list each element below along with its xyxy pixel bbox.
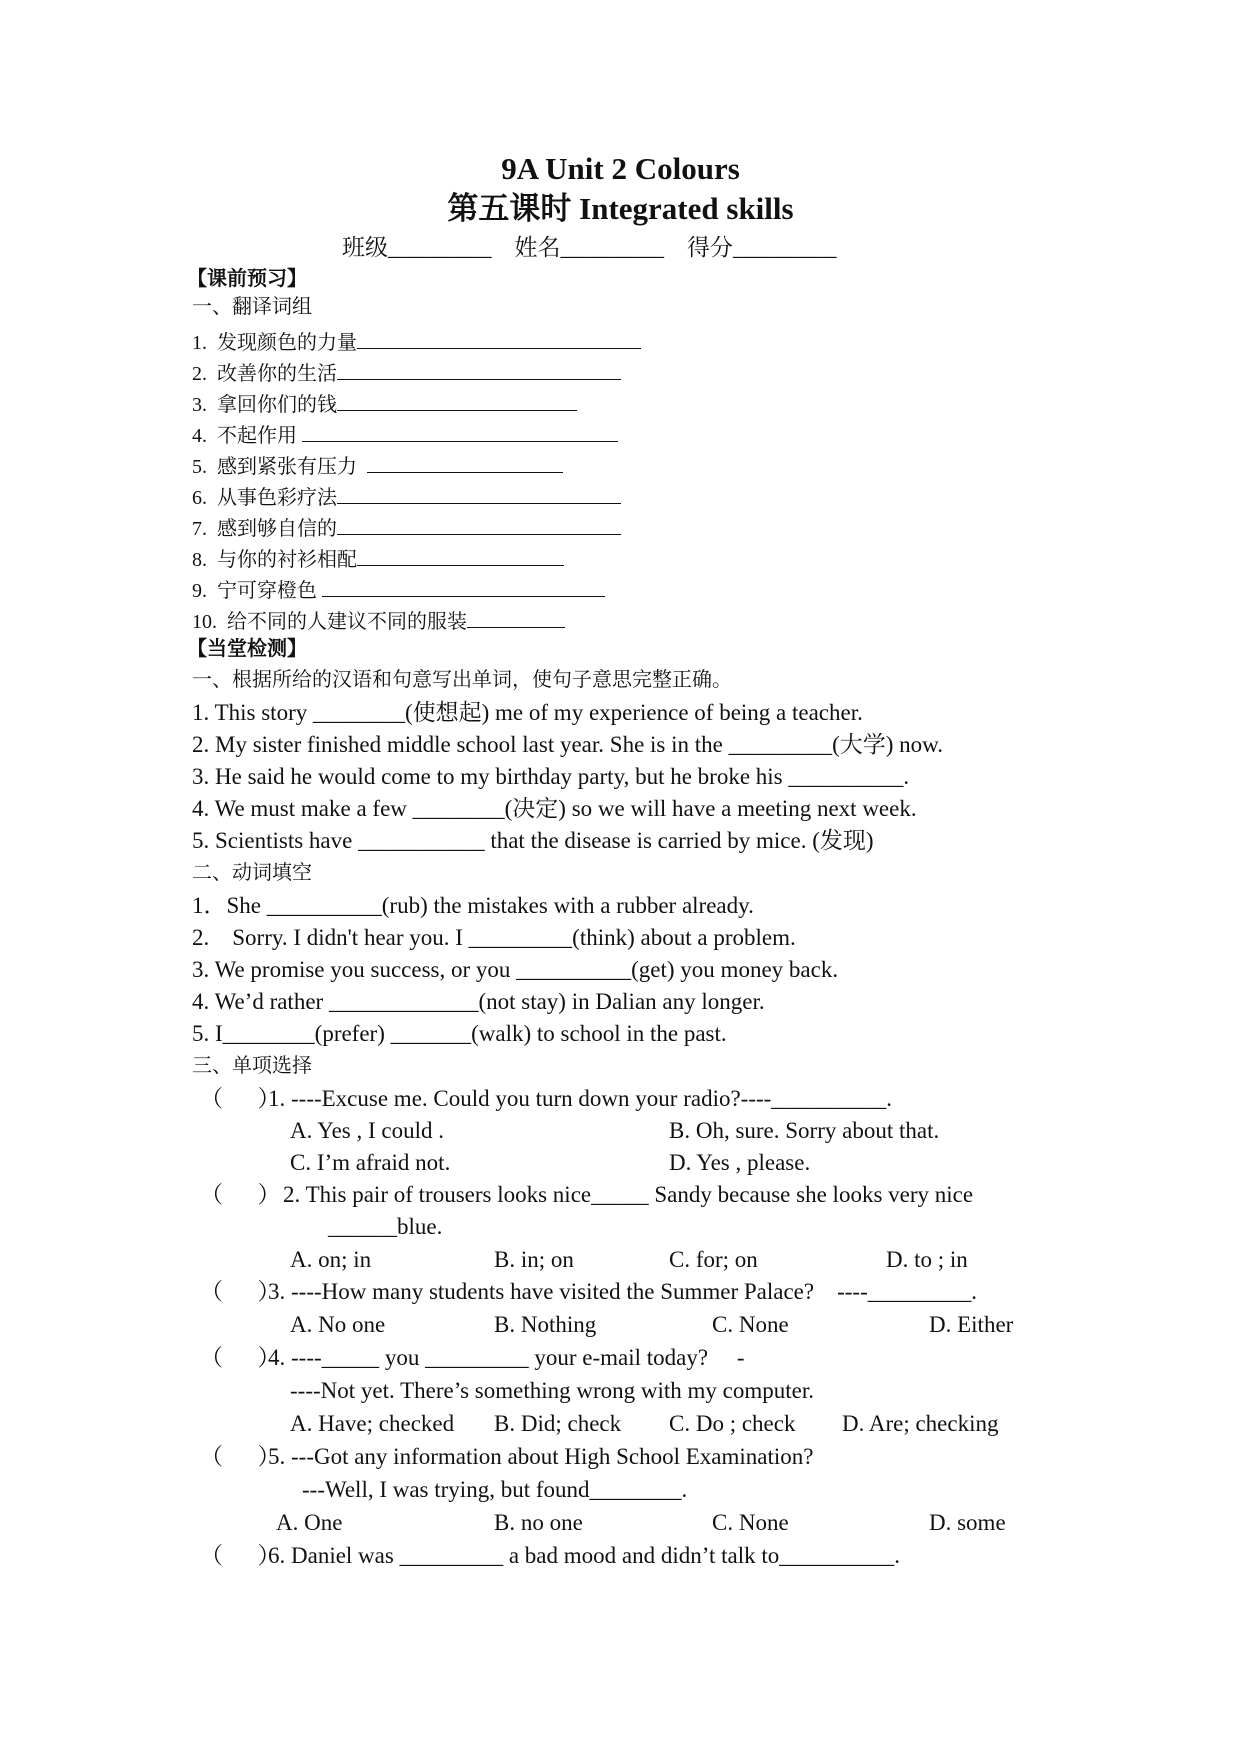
part1-question: 5. Scientists have ___________ that the disease is carried by mice. (发现): [192, 828, 874, 853]
part3-heading: 三、单项选择: [192, 1055, 312, 1077]
answer-blank[interactable]: [337, 390, 577, 411]
mc-question-6: （ ）6. Daniel was _________ a bad mood and didn’t talk to__________.: [200, 1543, 900, 1568]
answer-parentheses[interactable]: （ ）: [200, 1279, 281, 1304]
mc-question-5: （ ）5. ---Got any information about High School Examination?: [200, 1444, 814, 1469]
mc-question-2-cont: ______blue.: [328, 1214, 443, 1239]
mc-question-1: （ ）1. ----Excuse me. Could you turn down your radio?----__________.: [200, 1086, 893, 1111]
mc-question-5-cont: ---Well, I was trying, but found________.: [302, 1477, 688, 1502]
answer-blank[interactable]: [337, 359, 621, 380]
phrase-item: 9. 宁可穿橙色: [192, 576, 605, 601]
phrase-item: 7. 感到够自信的: [192, 514, 621, 539]
option-a: A. on; in: [290, 1247, 372, 1272]
phrase-item: 6. 从事色彩疗法: [192, 483, 621, 508]
part2-question: 2. Sorry. I didn't hear you. I _________(think) about a problem.: [192, 925, 796, 950]
student-info-line: 班级_________ 姓名_________ 得分_________: [342, 235, 837, 260]
answer-blank[interactable]: [467, 607, 565, 628]
option-b: B. in; on: [494, 1247, 574, 1272]
part1-question: 1. This story ________(使想起) me of my experience of being a teacher.: [192, 700, 863, 725]
answer-blank[interactable]: [367, 452, 563, 473]
mc-question-4-cont: ----Not yet. There’s something wrong with my computer.: [290, 1378, 815, 1403]
part2-heading: 二、动词填空: [192, 862, 312, 884]
section-check-heading: 【当堂检测】: [187, 638, 307, 660]
option-b: B. Did; check: [494, 1411, 622, 1436]
phrase-item: 8. 与你的衬衫相配: [192, 545, 564, 570]
part2-question: 5. I________(prefer) _______(walk) to school in the past.: [192, 1021, 727, 1046]
answer-blank[interactable]: [302, 421, 618, 442]
part2-question: 3. We promise you success, or you __________(get) you money back.: [192, 957, 839, 982]
option-a: A. Yes , I could .: [290, 1118, 444, 1143]
answer-parentheses[interactable]: （ ）: [200, 1543, 281, 1568]
option-c: C. for; on: [669, 1247, 758, 1272]
phrase-item: 5. 感到紧张有压力: [192, 452, 563, 477]
section-preview-heading: 【课前预习】: [187, 268, 307, 290]
part-translate-heading: 一、翻译词组: [192, 296, 312, 318]
mc-question-2: （ ） 2. This pair of trousers looks nice_____ Sandy because she looks very nice: [200, 1182, 974, 1207]
phrase-item: 2. 改善你的生活: [192, 359, 621, 384]
option-b: B. no one: [494, 1510, 583, 1535]
part1-question: 4. We must make a few ________(决定) so we will have a meeting next week.: [192, 796, 917, 821]
option-a: A. No one: [290, 1312, 386, 1337]
option-b: B. Oh, sure. Sorry about that.: [669, 1118, 940, 1143]
option-a: A. One: [276, 1510, 343, 1535]
part2-question: 1．She __________(rub) the mistakes with a rubber already.: [192, 893, 754, 918]
phrase-item: 10. 给不同的人建议不同的服装: [192, 607, 565, 632]
answer-parentheses[interactable]: （ ）: [200, 1444, 281, 1469]
option-c: C. I’m afraid not.: [290, 1150, 451, 1175]
option-c: C. None: [712, 1510, 789, 1535]
answer-blank[interactable]: [357, 328, 641, 349]
part1-question: 2. My sister finished middle school last year. She is in the _________(大学) now.: [192, 732, 944, 757]
answer-blank[interactable]: [322, 576, 605, 597]
mc-question-3: （ ）3. ----How many students have visited the Summer Palace? ----_________.: [200, 1279, 977, 1304]
phrase-item: 1. 发现颜色的力量: [192, 328, 641, 353]
answer-parentheses[interactable]: （ ）: [200, 1086, 281, 1111]
option-b: B. Nothing: [494, 1312, 597, 1337]
part2-question: 4. We’d rather _____________(not stay) in Dalian any longer.: [192, 989, 765, 1014]
option-d: D. Yes , please.: [669, 1150, 811, 1175]
mc-question-4: （ ）4. ----_____ you _________ your e-mail today? -: [200, 1345, 745, 1370]
option-d: D. Either: [929, 1312, 1014, 1337]
option-a: A. Have; checked: [290, 1411, 455, 1436]
part1-question: 3. He said he would come to my birthday party, but he broke his __________.: [192, 764, 910, 789]
option-c: C. Do ; check: [669, 1411, 796, 1436]
phrase-item: 3. 拿回你们的钱: [192, 390, 577, 415]
part1-heading: 一、根据所给的汉语和句意写出单词，使句子意思完整正确。: [192, 669, 732, 691]
answer-blank[interactable]: [337, 483, 621, 504]
option-d: D. to ; in: [886, 1247, 968, 1272]
option-d: D. some: [929, 1510, 1006, 1535]
option-d: D. Are; checking: [842, 1411, 999, 1436]
phrase-item: 4. 不起作用: [192, 421, 618, 446]
answer-blank[interactable]: [357, 545, 564, 566]
answer-blank[interactable]: [337, 514, 621, 535]
answer-parentheses[interactable]: （ ）: [200, 1345, 281, 1370]
option-c: C. None: [712, 1312, 789, 1337]
answer-parentheses[interactable]: （ ）: [200, 1182, 281, 1207]
worksheet-subtitle: 第五课时 Integrated skills: [447, 191, 794, 226]
worksheet-title: 9A Unit 2 Colours: [501, 151, 740, 186]
